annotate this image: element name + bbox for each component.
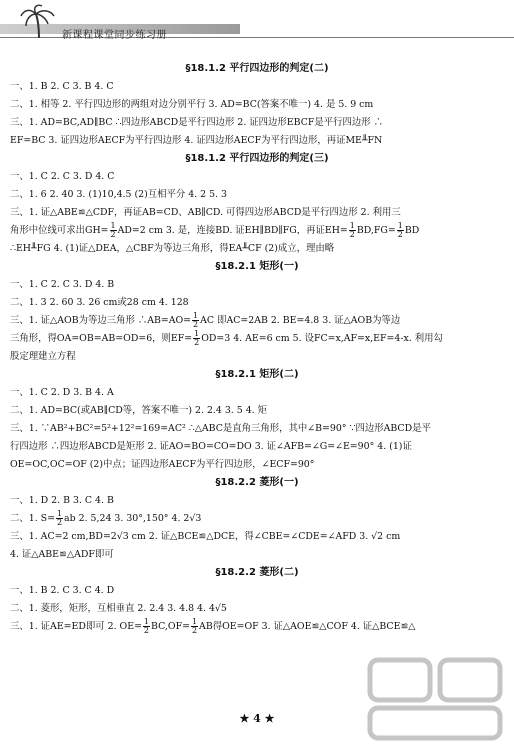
fraction: $\frac{1}{2}$ [110, 222, 116, 239]
fraction: $\frac{1}{2}$ [56, 510, 63, 527]
answer-line: 一、1. C 2. C 3. D 4. C [10, 171, 115, 182]
section-title: §18.2.1 矩形(二) [215, 369, 299, 380]
answer-line: 三、1. AC=2 cm,BD=2√3 cm 2. 证△BCE≌△DCE，得∠CBE=∠CDE=∠AFD 3. √2 cm [10, 531, 401, 542]
palm-tree-icon [20, 4, 58, 38]
page-header [0, 0, 514, 40]
fraction: $\frac{1}{2}$ [349, 222, 355, 239]
answer-line: 三角形，得OA=OB=AB=OD=6，则EF= $\frac{1}{2}$ OD=3 4. AE=6 cm 5. 设FC=x,AF=x,EF=4-x. 利用勾 [10, 330, 443, 347]
fraction: $\frac{1}{2}$ [397, 222, 403, 239]
answer-line: EF=BC 3. 证四边形AECF为平行四边形 4. 证四边形AECF为平行四边形，再证ME╨FN [10, 135, 383, 146]
answer-line: 一、1. C 2. C 3. D 4. B [10, 279, 115, 290]
answer-line: ∴EH╨FG 4. (1)证△DEA，△CBF为等边三角形，得EA╨CF (2)成立，理由略 [10, 243, 335, 254]
answer-line: 行四边形 ∴四边形ABCD是矩形 2. 证AO=BO=CO=DO 3. 证∠AFB=∠G=∠E=90° 4. (1)证 [10, 441, 412, 452]
answer-line: 一、1. B 2. C 3. B 4. C [10, 81, 114, 92]
answer-content [10, 60, 504, 636]
answer-line: 三、1. AD=BC,AD∥BC ∴四边形ABCD是平行四边形 2. 证四边形EBCF是平行四边形 ∴ [10, 117, 383, 128]
section-title: §18.2.2 菱形(一) [215, 477, 299, 488]
answer-line: 二、1. 相等 2. 平行四边形的两组对边分别平行 3. AD=BC(答案不唯一) 4. 是 5. 9 cm [10, 99, 374, 110]
answer-line: 三、1. ∵AB²+BC²=5²+12²=169=AC² ∴△ABC是直角三角形，其中∠B=90° ∵四边形ABCD是平 [10, 423, 431, 434]
answer-line: 三、1. 证AE=ED即可 2. OE= $\frac{1}{2}$ BC,OF= $\frac{1}{2}$ AB得OE=OF 3. 证△AOE≌△COF 4. 证△BCE≌△ [10, 618, 416, 635]
answer-line: 二、1. 菱形，矩形，互相垂直 2. 2.4 3. 4.8 4. 4√5 [10, 603, 227, 614]
section-title: §18.2.2 菱形(二) [215, 567, 299, 578]
answer-line: 二、1. 3 2. 60 3. 26 cm或28 cm 4. 128 [10, 297, 189, 308]
page-number: ★ 4 ★ [239, 712, 275, 725]
fraction: $\frac{1}{2}$ [143, 618, 150, 635]
watermark-logo [360, 650, 514, 747]
answer-line: 一、1. D 2. B 3. C 4. B [10, 495, 114, 506]
answer-line: 三、1. 证△AOB为等边三角形 ∴AB=AO= $\frac{1}{2}$ AC 即AC=2AB 2. BE=4.8 3. 证△AOB为等边 [10, 312, 401, 329]
fraction: $\frac{1}{2}$ [193, 312, 199, 329]
section-title: §18.2.1 矩形(一) [215, 261, 299, 272]
section-title: §18.1.2 平行四边形的判定(三) [185, 153, 329, 164]
answer-line: 二、1. AD=BC(或AB∥CD等，答案不唯一) 2. 2.4 3. 5 4. 矩 [10, 405, 268, 416]
fraction: $\frac{1}{2}$ [194, 330, 200, 347]
answer-line: OE=OC,OC=OF (2)中点；证四边形AECF为平行四边形，∠ECF=90° [10, 459, 315, 470]
section-title: §18.1.2 平行四边形的判定(二) [185, 63, 329, 74]
answer-line: 一、1. B 2. C 3. C 4. D [10, 585, 115, 596]
answer-line: 二、1. 6 2. 40 3. (1)10,4.5 (2)互相平分 4. 2 5. 3 [10, 189, 227, 200]
fraction: $\frac{1}{2}$ [191, 618, 198, 635]
answer-line: 一、1. C 2. D 3. B 4. A [10, 387, 114, 398]
answer-line: 二、1. S= $\frac{1}{2}$ ab 2. 5,24 3. 30°,150° 4. 2√3 [10, 510, 202, 527]
book-title: 新课程课堂同步练习册 [62, 30, 167, 41]
answer-line: 角形中位线可求出GH= $\frac{1}{2}$ AD=2 cm 3. 是，连接BD. 证EH∥BD∥FG，再证EH= $\frac{1}{2}$ BD,FG= $\frac{1}{2}$ BD [10, 222, 420, 239]
answer-line: 4. 证△ABE≌△ADF即可 [10, 549, 114, 560]
answer-line: 股定理建立方程 [10, 351, 76, 362]
answer-line: 三、1. 证△ABE≌△CDF，再证AB=CD、AB∥CD. 可得四边形ABCD是平行四边形 2. 利用三 [10, 207, 401, 218]
